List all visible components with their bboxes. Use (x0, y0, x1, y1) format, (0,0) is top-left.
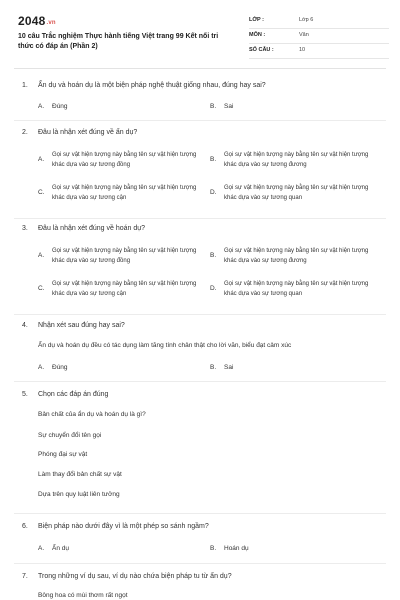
option-b[interactable]: B. Hoán dụ (210, 545, 249, 552)
meta-value: Lớp 6 (299, 17, 314, 23)
meta-label: MÔN : (249, 32, 266, 38)
option-a[interactable]: A. Đúng (38, 364, 68, 371)
divider (14, 314, 386, 315)
question-prompt: Bản chất của ẩn dụ và hoán dụ là gì? (38, 411, 146, 418)
question-text: 7. Trong những ví dụ sau, ví dụ nào chứa biện pháp tu từ ẩn dụ? (22, 573, 232, 580)
question-7 (22, 572, 382, 599)
meta-label: LỚP : (249, 17, 264, 23)
choice-item[interactable]: Phóng đại sự vật (38, 451, 88, 458)
option-a[interactable]: A. Ẩn dụ (38, 545, 69, 552)
option-c[interactable]: C. Gọi sự vật hiện tượng này bằng tên sự vật hiện tượng khác dựa vào sự tương cận (38, 281, 197, 297)
question-3 (22, 224, 382, 297)
option-b[interactable]: B. Sai (210, 364, 234, 371)
options-row (38, 246, 378, 268)
option-c[interactable]: C. Gọi sự vật hiện tượng này bằng tên sự vật hiện tượng khác dựa vào sự tương cận (38, 185, 197, 201)
question-5 (22, 390, 382, 498)
choice-item[interactable]: Bông hoa có mùi thơm rất ngọt (38, 592, 128, 599)
meta-grade (249, 14, 389, 29)
header-divider (14, 68, 386, 69)
option-b[interactable]: B. Gọi sự vật hiện tượng này bằng tên sự vật hiện tượng khác dựa vào sự tương đương (210, 248, 369, 264)
choice-item[interactable]: Sự chuyển đổi tên gọi (38, 432, 102, 439)
site-logo[interactable]: 2048.vn (18, 14, 56, 28)
question-6 (22, 522, 382, 552)
divider (14, 218, 386, 219)
meta-value: 10 (299, 47, 306, 53)
divider (14, 120, 386, 121)
choice-item[interactable]: Làm thay đổi bản chất sự vật (38, 471, 122, 478)
option-d[interactable]: D. Gọi sự vật hiện tượng này bằng tên sự vật hiện tượng khác dựa vào sự tương quan (210, 281, 369, 297)
question-4 (22, 321, 382, 371)
options-row (38, 183, 378, 205)
options-row (38, 150, 378, 172)
divider (14, 563, 386, 564)
question-statement: Ẩn dụ và hoán dụ đều có tác dụng làm tăng tính chân thật cho lời văn, biểu đạt cảm xúc (38, 342, 292, 349)
option-a[interactable]: A. Gọi sự vật hiện tượng này bằng tên sự vật hiện tượng khác dựa vào sự tương đồng (38, 248, 197, 264)
quiz-meta (249, 14, 389, 59)
option-b[interactable]: B. Sai (210, 103, 234, 110)
meta-value: Văn (299, 32, 309, 38)
meta-subject (249, 29, 389, 44)
divider (14, 513, 386, 514)
question-text: 2. Đâu là nhận xét đúng về ẩn dụ? (22, 129, 138, 136)
meta-label: SỐ CÂU : (249, 47, 274, 53)
divider (14, 381, 386, 382)
question-text: 5. Chọn các đáp án đúng (22, 391, 109, 398)
page-header (18, 14, 388, 62)
meta-count (249, 44, 389, 59)
option-d[interactable]: D. Gọi sự vật hiện tượng này bằng tên sự vật hiện tượng khác dựa vào sự tương quan (210, 185, 369, 201)
option-a[interactable]: A. Gọi sự vật hiện tượng này bằng tên sự vật hiện tượng khác dựa vào sự tương đồng (38, 152, 197, 168)
question-text: 3. Đâu là nhận xét đúng về hoán dụ? (22, 225, 146, 232)
question-text: 6. Biện pháp nào dưới đây vì là một phép so sánh ngầm? (22, 523, 209, 530)
choice-item[interactable]: Dựa trên quy luật liên tưởng (38, 491, 120, 498)
quiz-title: 10 câu Trắc nghiệm Thực hành tiếng Việt trang 99 Kết nối tri thức có đáp án (Phần 2) (18, 33, 219, 50)
question-text: 1. Ẩn dụ và hoán dụ là một biện pháp nghệ thuật giống nhau, đúng hay sai? (22, 82, 266, 89)
question-2 (22, 128, 382, 201)
option-b[interactable]: B. Gọi sự vật hiện tượng này bằng tên sự vật hiện tượng khác dựa vào sự tương đương (210, 152, 369, 168)
options-row (38, 279, 378, 301)
question-text: 4. Nhận xét sau đúng hay sai? (22, 322, 125, 329)
question-1 (22, 81, 382, 110)
option-a[interactable]: A. Đúng (38, 103, 68, 110)
